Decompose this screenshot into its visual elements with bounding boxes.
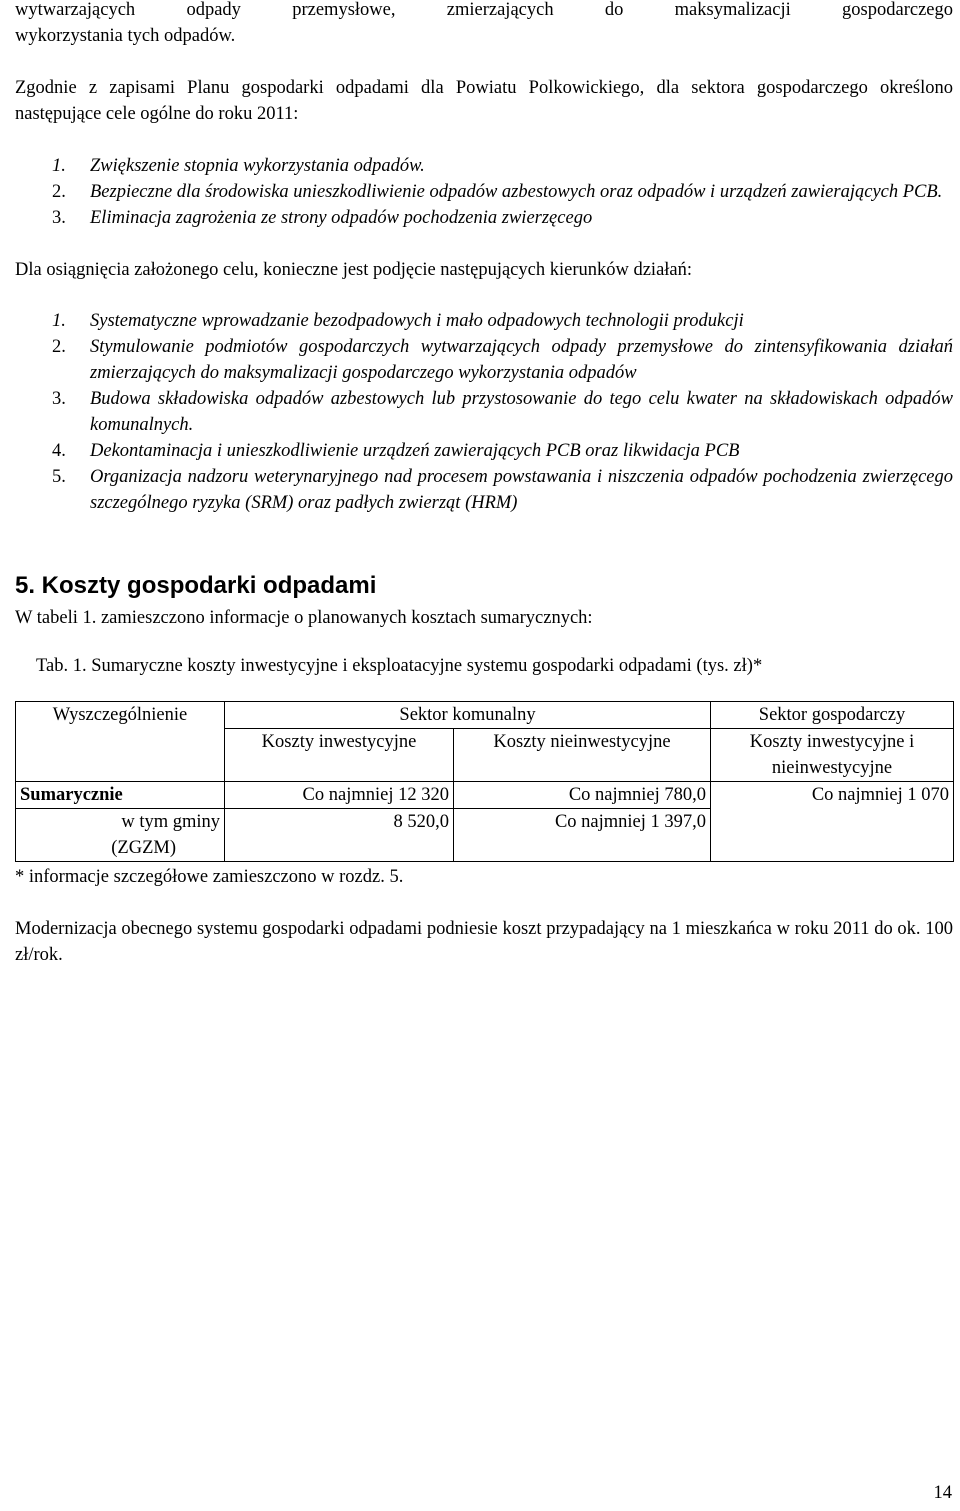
plan-paragraph: Zgodnie z zapisami Planu gospodarki odpadami dla Powiatu Polkowickiego, dla sektora gospodarczego określono następujące cele ogólne do roku 2011: [15,78,953,124]
list-item [15,464,953,516]
table-row [16,809,954,862]
list-number: 2. [52,337,66,357]
list-number: 5. [52,467,66,487]
cell-municipal-non-investment: Co najmniej 1 397,0 [454,809,711,862]
header-municipal-sector: Sektor komunalny [225,702,711,729]
list-number: 2. [52,182,66,202]
list-item [15,386,953,438]
cell-total-non-investment: Co najmniej 780,0 [454,782,711,809]
list-text: Systematyczne wprowadzanie bezodpadowych i mało odpadowych technologii produkcji [90,311,744,331]
subheader-economic-line-1: Koszty inwestycyjne i [749,732,915,752]
costs-table [15,701,954,862]
subheader-economic-costs [711,729,954,782]
cell-municipal-economic [711,809,954,862]
table-footnote: * informacje szczegółowe zamieszczono w rozdz. 5. [15,867,404,887]
list-item [15,438,953,464]
subheader-non-investment: Koszty nieinwestycyjne [454,729,711,782]
cell-total-investment: Co najmniej 12 320 [225,782,454,809]
table-subheader-row [16,729,954,782]
list-item [15,334,953,386]
list-text: Stymulowanie podmiotów gospodarczych wytwarzających odpady przemysłowe do zintensyfikowania działań zmierzających do maksymalizacji gospodarczego wykorzystania odpadów [90,337,953,383]
list-item [15,153,953,179]
row-label-municipalities [16,809,225,862]
list-number: 4. [52,441,66,461]
closing-paragraph: Modernizacja obecnego systemu gospodarki odpadami podniesie koszt przypadający na 1 mieszkańca w roku 2011 do ok. 100 zł/rok. [15,919,953,965]
list-item [15,308,953,334]
row-label-line-1: w tym gminy [121,812,220,832]
list-text: Eliminacja zagrożenia ze strony odpadów pochodzenia zwierzęcego [90,208,593,228]
cell-total-economic: Co najmniej 1 070 [711,782,954,809]
list-text: Zwiększenie stopnia wykorzystania odpadów. [90,156,425,176]
goals-list [15,153,953,231]
table-caption: Tab. 1. Sumaryczne koszty inwestycyjne i eksploatacyjne systemu gospodarki odpadami (tys. zł)* [36,656,763,676]
list-text: Dekontaminacja i unieszkodliwienie urządzeń zawierających PCB oraz likwidacja PCB [90,441,740,461]
page-number: 14 [933,1483,952,1503]
intro-line-2: wykorzystania tych odpadów. [15,26,236,46]
subheader-investment: Koszty inwestycyjne [225,729,454,782]
table-row [16,782,954,809]
header-specification: Wyszczególnienie [16,702,225,729]
table-header-row [16,702,954,729]
document-page [15,0,953,968]
cell-municipal-investment: 8 520,0 [225,809,454,862]
list-number: 1. [52,311,66,331]
list-item [15,205,953,231]
row-label-line-2: (ZGZM) [111,838,176,858]
directions-intro: Dla osiągnięcia założonego celu, konieczne jest podjęcie następujących kierunków działań: [15,260,693,280]
subheader-economic-line-2: nieinwestycyjne [771,758,893,778]
list-text: Bezpieczne dla środowiska unieszkodliwienie odpadów azbestowych oraz odpadów i urządzeń zawierających PCB. [90,182,943,202]
intro-line-1: wytwarzających odpady przemysłowe, zmierzających do maksymalizacji gospodarczego [15,0,953,20]
directions-list [15,308,953,516]
section-intro: W tabeli 1. zamieszczono informacje o planowanych kosztach sumarycznych: [15,608,593,628]
list-number: 1. [52,156,66,176]
list-text: Budowa składowiska odpadów azbestowych lub przystosowanie do tego celu kwater na składowiskach odpadów komunalnych. [90,389,953,435]
list-number: 3. [52,389,66,409]
list-text: Organizacja nadzoru weterynaryjnego nad procesem powstawania i niszczenia odpadów pochodzenia zwierzęcego szczególnego ryzyka (SRM) oraz padłych zwierząt (HRM) [90,467,953,513]
list-number: 3. [52,208,66,228]
header-economic-sector: Sektor gospodarczy [711,702,954,729]
list-item [15,179,953,205]
empty-cell [16,729,225,782]
section-heading: 5. Koszty gospodarki odpadami [15,572,377,599]
row-label-total: Sumarycznie [16,782,225,809]
